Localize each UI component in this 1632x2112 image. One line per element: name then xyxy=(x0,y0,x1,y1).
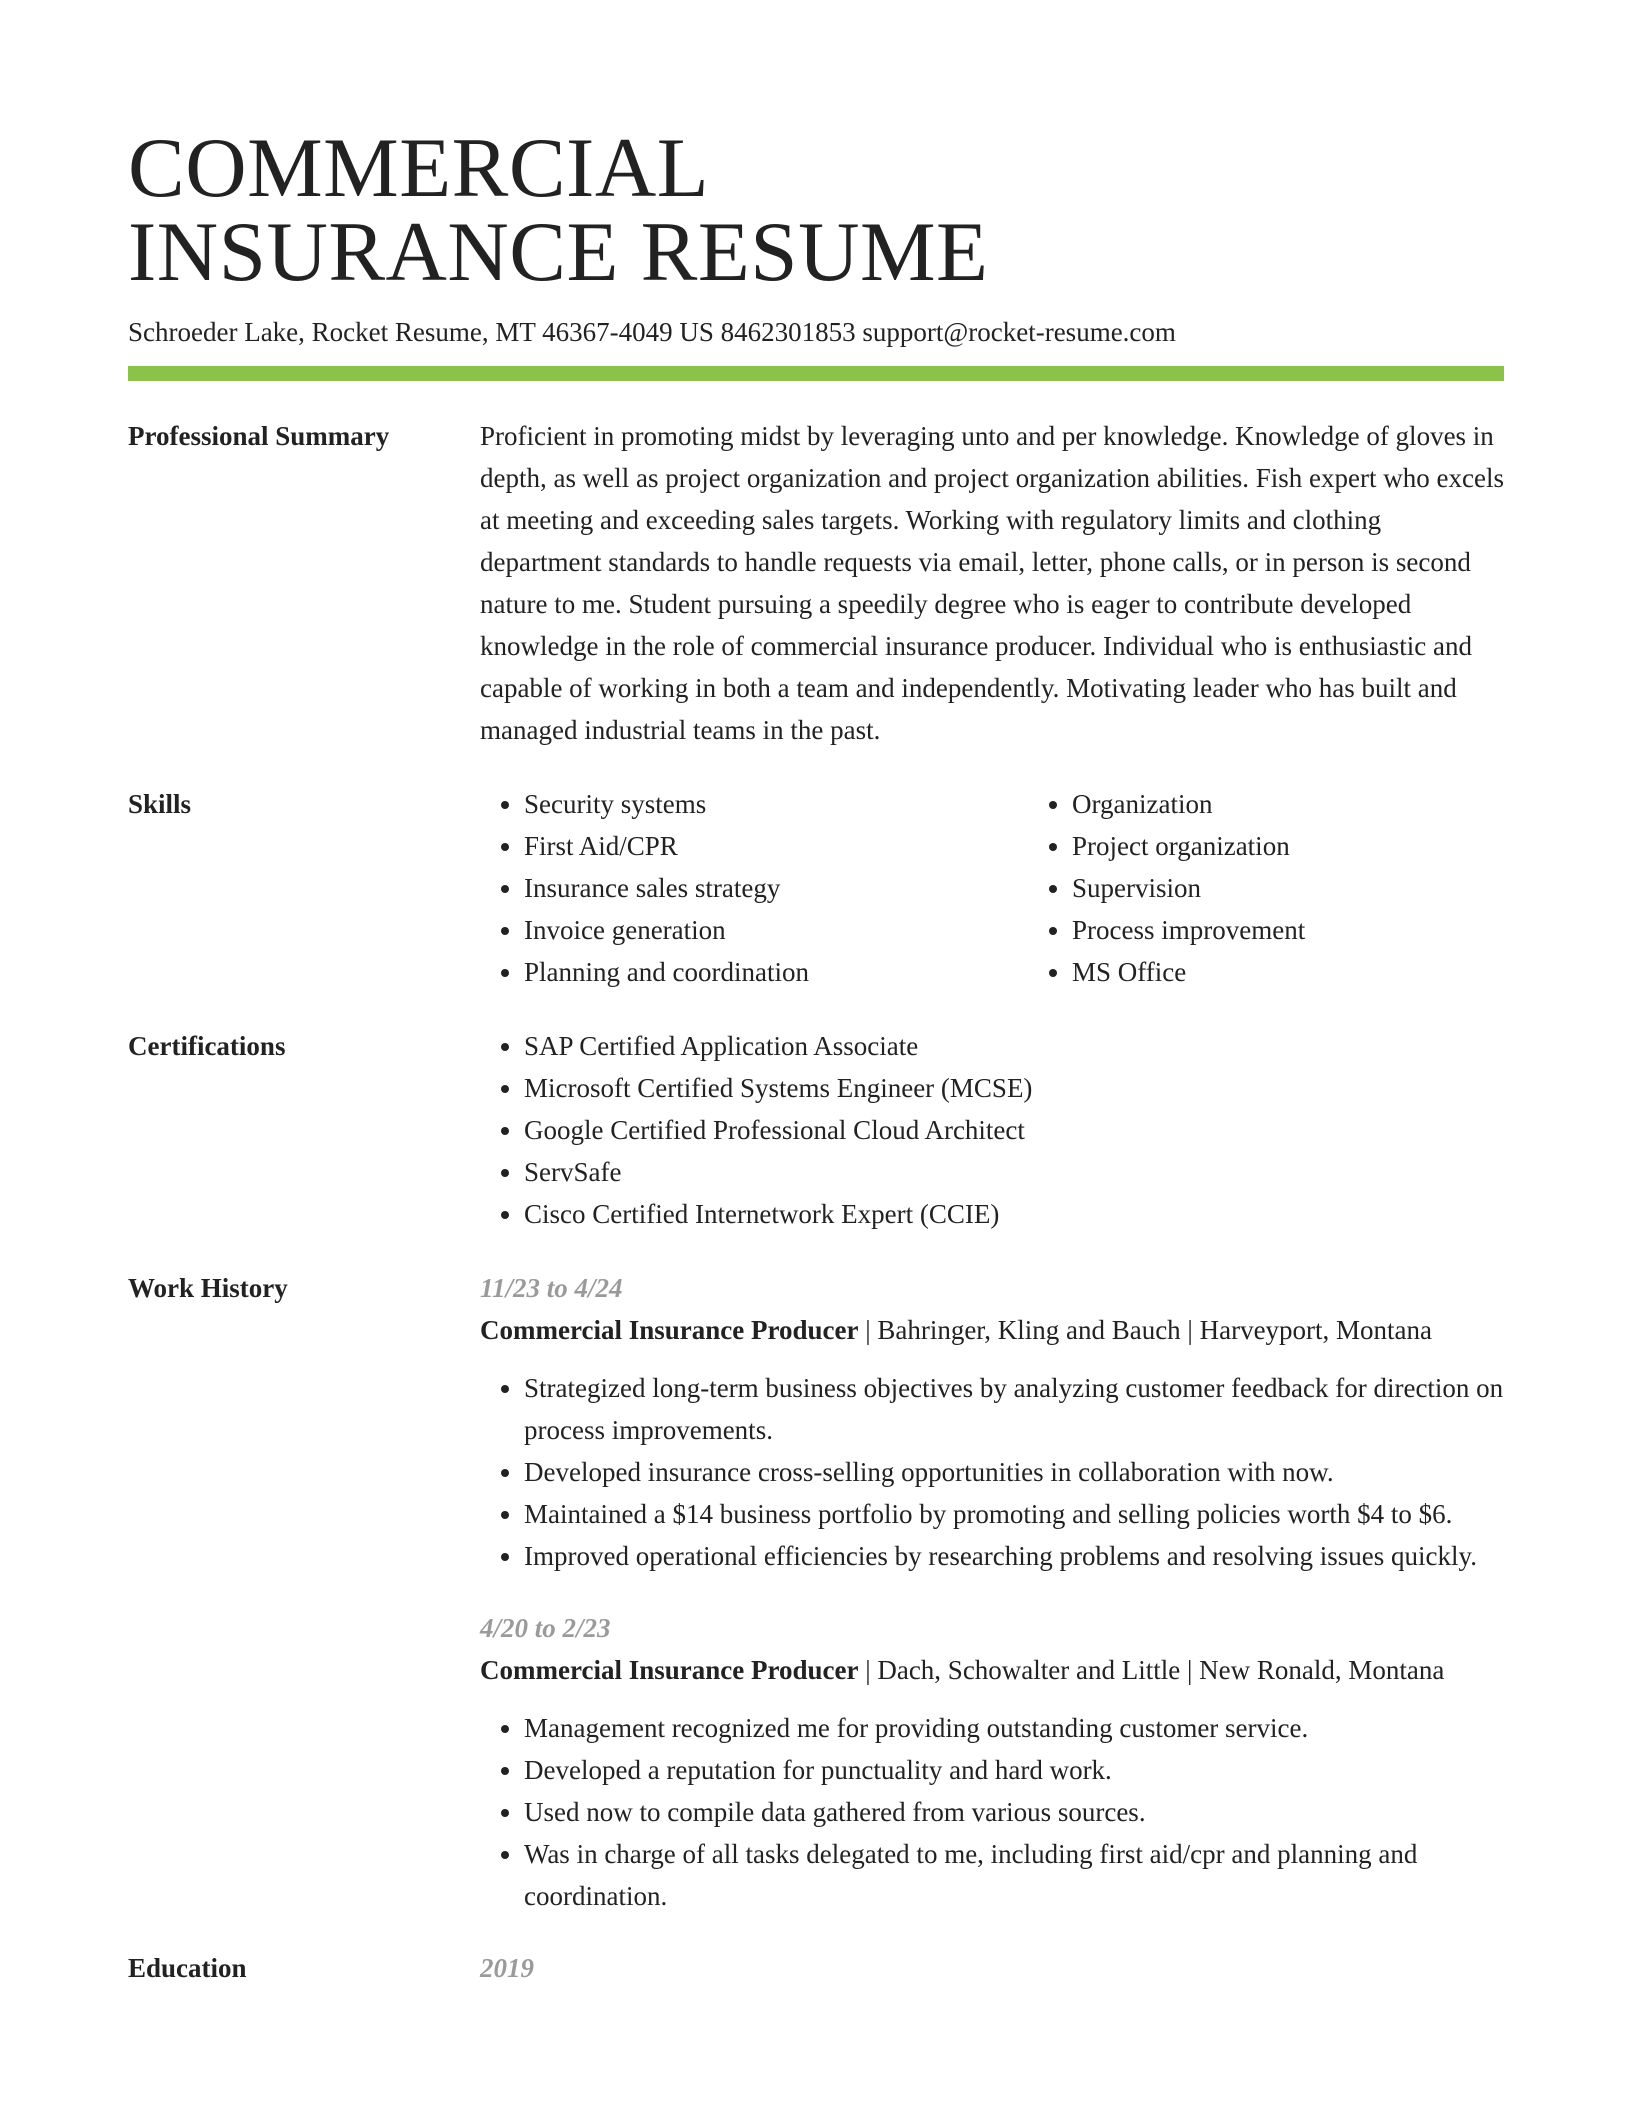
skill-item: • Project organization xyxy=(1072,825,1576,867)
job-duties xyxy=(480,1707,1504,1917)
job-dates: 4/20 to 2/23 xyxy=(480,1613,611,1643)
accent-divider xyxy=(128,366,1504,381)
skill-item: • Process improvement xyxy=(1072,909,1576,951)
skill-item: • Insurance sales strategy xyxy=(524,867,1028,909)
skill-item: • Supervision xyxy=(1072,867,1576,909)
skill-item: • Planning and coordination xyxy=(524,951,1028,993)
certification-item: • Cisco Certified Internetwork Expert (CCIE) xyxy=(524,1193,1504,1235)
job-duty: • Developed a reputation for punctuality and hard work. xyxy=(524,1749,1504,1791)
job-header xyxy=(480,1649,1504,1691)
job-header xyxy=(480,1309,1504,1351)
summary-text: Proficient in promoting midst by leveraging unto and per knowledge. Knowledge of gloves in depth, as well as project organization and project organization abilities. Fish expert who excels at meeting and exceeding sales targets. Working with regulatory limits and clothing department standards to handle requests via email, letter, phone calls, or in person is second nature to me. Student pursuing a speedily degree who is eager to contribute developed knowledge in the role of commercial insurance producer. Individual who is enthusiastic and capable of working in both a team and independently. Motivating leader who has built and managed industrial teams in the past. xyxy=(480,421,1504,745)
certification-item: • Google Certified Professional Cloud Architect xyxy=(524,1109,1504,1151)
job-duty: • Maintained a $14 business portfolio by promoting and selling policies worth $4 to $6. xyxy=(524,1493,1504,1535)
certification-item: • ServSafe xyxy=(524,1151,1504,1193)
title-line-2: INSURANCE RESUME xyxy=(128,205,989,299)
skills-list xyxy=(480,783,1576,993)
skills-column-2 xyxy=(1028,783,1576,993)
skill-item: • MS Office xyxy=(1072,951,1576,993)
skill-item: • First Aid/CPR xyxy=(524,825,1028,867)
certification-item: • Microsoft Certified Systems Engineer (MCSE) xyxy=(524,1067,1504,1109)
job-employer-location: | Bahringer, Kling and Bauch | Harveyport, Montana xyxy=(858,1315,1433,1345)
skill-item: • Security systems xyxy=(524,783,1028,825)
work-history-section xyxy=(128,1267,1504,1917)
contact-line: Schroeder Lake, Rocket Resume, MT 46367-4049 US 8462301853 support@rocket-resume.com xyxy=(128,317,1176,347)
job-duty: • Management recognized me for providing outstanding customer service. xyxy=(524,1707,1504,1749)
job-title: Commercial Insurance Producer xyxy=(480,1655,859,1685)
job-duty: • Developed insurance cross-selling opportunities in collaboration with now. xyxy=(524,1451,1504,1493)
skills-column-1 xyxy=(480,783,1028,993)
skill-item: • Organization xyxy=(1072,783,1576,825)
certification-item: • SAP Certified Application Associate xyxy=(524,1025,1504,1067)
education-dates: 2019 xyxy=(480,1953,534,1983)
education-section xyxy=(128,1947,1504,1989)
job-entry xyxy=(480,1607,1504,1917)
job-title: Commercial Insurance Producer xyxy=(480,1315,859,1345)
certifications-list xyxy=(480,1025,1504,1235)
skills-heading: Skills xyxy=(128,789,192,819)
certifications-heading: Certifications xyxy=(128,1031,286,1061)
work-history-heading: Work History xyxy=(128,1273,288,1303)
skills-section xyxy=(128,783,1504,993)
job-duty: • Used now to compile data gathered from various sources. xyxy=(524,1791,1504,1833)
job-duty: • Strategized long-term business objectives by analyzing customer feedback for direction on process improvements. xyxy=(524,1367,1504,1451)
education-heading: Education xyxy=(128,1953,247,1983)
title-line-1: COMMERCIAL xyxy=(128,121,710,215)
skill-item: • Invoice generation xyxy=(524,909,1028,951)
job-dates: 11/23 to 4/24 xyxy=(480,1273,623,1303)
summary-section xyxy=(128,415,1504,751)
job-employer-location: | Dach, Schowalter and Little | New Ronald, Montana xyxy=(858,1655,1445,1685)
summary-heading: Professional Summary xyxy=(128,421,390,451)
job-duties xyxy=(480,1367,1504,1577)
job-duty: • Improved operational efficiencies by researching problems and resolving issues quickly. xyxy=(524,1535,1504,1577)
resume-page xyxy=(128,0,1504,1989)
job-duty: • Was in charge of all tasks delegated to me, including first aid/cpr and planning and coordination. xyxy=(524,1833,1504,1917)
resume-title xyxy=(128,0,1504,299)
certifications-section xyxy=(128,1025,1504,1235)
job-entry xyxy=(480,1267,1504,1577)
